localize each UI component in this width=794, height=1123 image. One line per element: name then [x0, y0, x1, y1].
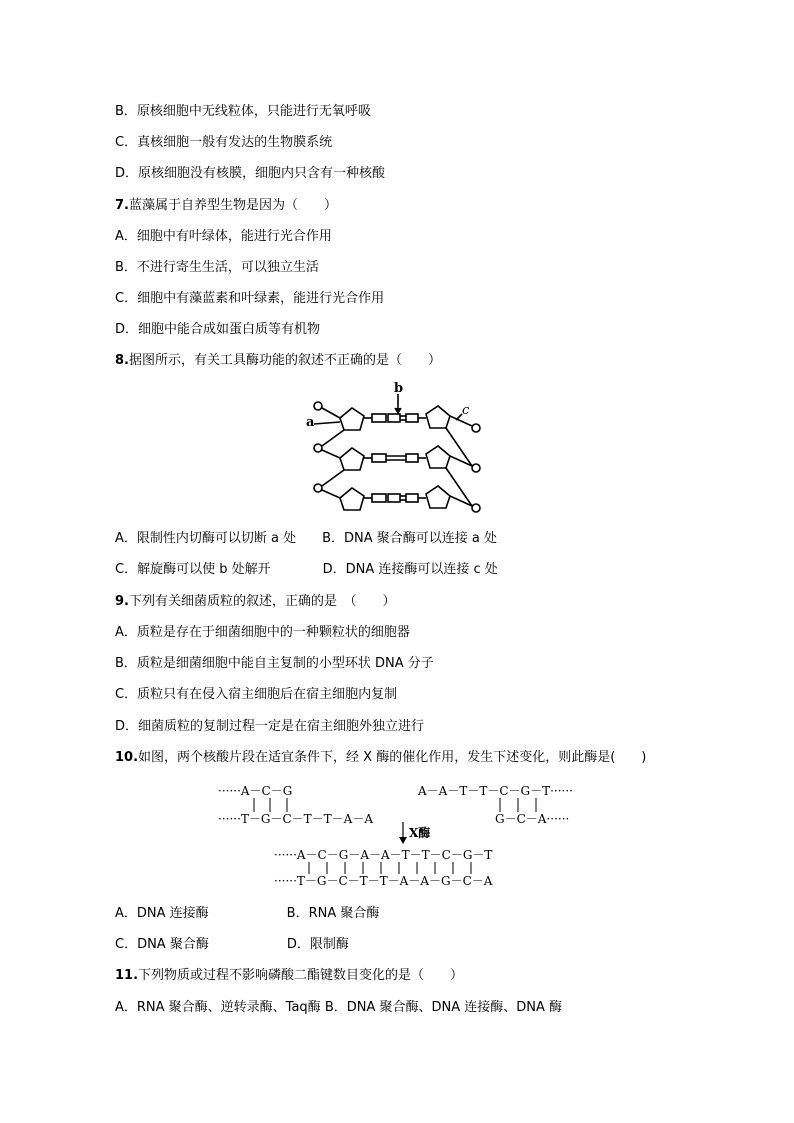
right-phosphate-3	[472, 504, 480, 512]
question-9-text: 下列有关细菌质粒的叙述，正确的是 （ ）	[128, 594, 396, 609]
right-phosphate-2	[472, 464, 480, 472]
fig10-result-bottom: ······T－G－C－T－T－A－A－G－C－A	[274, 874, 493, 888]
base-pair-row-1	[364, 414, 426, 422]
left-phosphate-1	[314, 402, 322, 410]
left-phosphate-3	[314, 484, 322, 492]
left-phosphate-2	[314, 444, 322, 452]
left-sugar-3	[340, 488, 364, 510]
fig10-left-bottom: ······T－G－C－T－T－A－A	[218, 812, 373, 826]
question-7-number: 7.	[115, 198, 129, 213]
question-9-option-d: D．细菌质粒的复制过程一定是在宿主细胞外独立进行	[115, 719, 425, 734]
question-10-stem	[115, 749, 646, 767]
question-8-text: 据图所示，有关工具酶功能的叙述不正确的是（ ）	[128, 353, 441, 368]
right-sugar-3	[426, 486, 450, 508]
question-9-option-b: B．质粒是细菌细胞中能自主复制的小型环状 DNA 分子	[115, 656, 434, 671]
question-8-stem	[115, 352, 441, 370]
label-c: c	[462, 403, 470, 418]
fig10-right-top: A－A－T－T－C－G－T······	[418, 784, 573, 798]
left-sugar-1	[340, 408, 364, 430]
question-10-text: 如图，两个核酸片段在适宜条件下，经 X 酶的催化作用，发生下述变化，则此酶是( )	[138, 750, 647, 765]
question-9-number: 9.	[115, 594, 129, 609]
question-6-option-b: B．原核细胞中无线粒体，只能进行无氧呼吸	[115, 104, 371, 119]
fig10-left-bonds	[250, 798, 295, 812]
right-phosphate-1	[472, 424, 480, 432]
question-9-stem	[115, 593, 396, 611]
question-7-text: 蓝藻属于自养型生物是因为（ ）	[128, 198, 337, 213]
fig10-right-bonds	[497, 798, 542, 812]
question-11-options-ab: A．RNA 聚合酶、逆转录酶、Taq酶 B．DNA 聚合酶、DNA 连接酶、DNA 酶	[115, 1000, 563, 1015]
question-8-number: 8.	[115, 353, 129, 368]
question-10-options-cd: C．DNA 聚合酶 D．限制酶	[115, 937, 349, 952]
question-7-option-b: B．不进行寄生生活，可以独立生活	[115, 260, 319, 275]
dna-structure-diagram	[300, 380, 490, 520]
label-b: b	[394, 381, 404, 396]
question-6-option-d: D．原核细胞没有核膜，细胞内只含有一种核酸	[115, 166, 386, 181]
question-6-option-c: C．真核细胞一般有发达的生物膜系统	[115, 135, 333, 150]
fig10-result-bonds	[305, 862, 495, 874]
question-7-option-d: D．细胞中能合成如蛋白质等有机物	[115, 322, 321, 337]
right-sugar-1	[426, 406, 450, 428]
question-7-stem	[115, 197, 337, 215]
left-sugar-2	[340, 448, 364, 470]
question-7-option-c: C．细胞中有藻蓝素和叶绿素，能进行光合作用	[115, 291, 385, 306]
label-a: a	[306, 415, 315, 430]
question-7-option-a: A．细胞中有叶绿体，能进行光合作用	[115, 229, 332, 244]
question-9-option-c: C．质粒只有在侵入宿主细胞后在宿主细胞内复制	[115, 687, 398, 702]
question-8-options-cd: C．解旋酶可以使 b 处解开 D．DNA 连接酶可以连接 c 处	[115, 562, 498, 577]
question-8-options-ab: A．限制性内切酶可以切断 a 处 B．DNA 聚合酶可以连接 a 处	[115, 531, 498, 546]
question-11-text: 下列物质或过程不影响磷酸二酯键数目变化的是（ ）	[138, 968, 464, 983]
fig10-right-bottom: G－C－A······	[495, 812, 570, 826]
fig10-result-top: ······A－C－G－A－A－T－T－C－G－T	[274, 848, 493, 862]
base-pair-row-3	[364, 494, 426, 502]
question-11-number: 11.	[115, 968, 139, 983]
question-11-stem	[115, 967, 463, 985]
base-pair-row-2	[364, 454, 426, 462]
fig10-arrow-label: X酶	[409, 826, 431, 840]
question-9-option-a: A．质粒是存在于细菌细胞中的一种颗粒状的细胞器	[115, 625, 410, 640]
fig10-left-top: ······A－C－G	[218, 784, 293, 798]
right-sugar-2	[426, 446, 450, 468]
question-10-options-ab: A．DNA 连接酶 B．RNA 聚合酶	[115, 906, 380, 921]
fig10-arrow	[397, 822, 409, 846]
question-10-number: 10.	[115, 750, 139, 765]
